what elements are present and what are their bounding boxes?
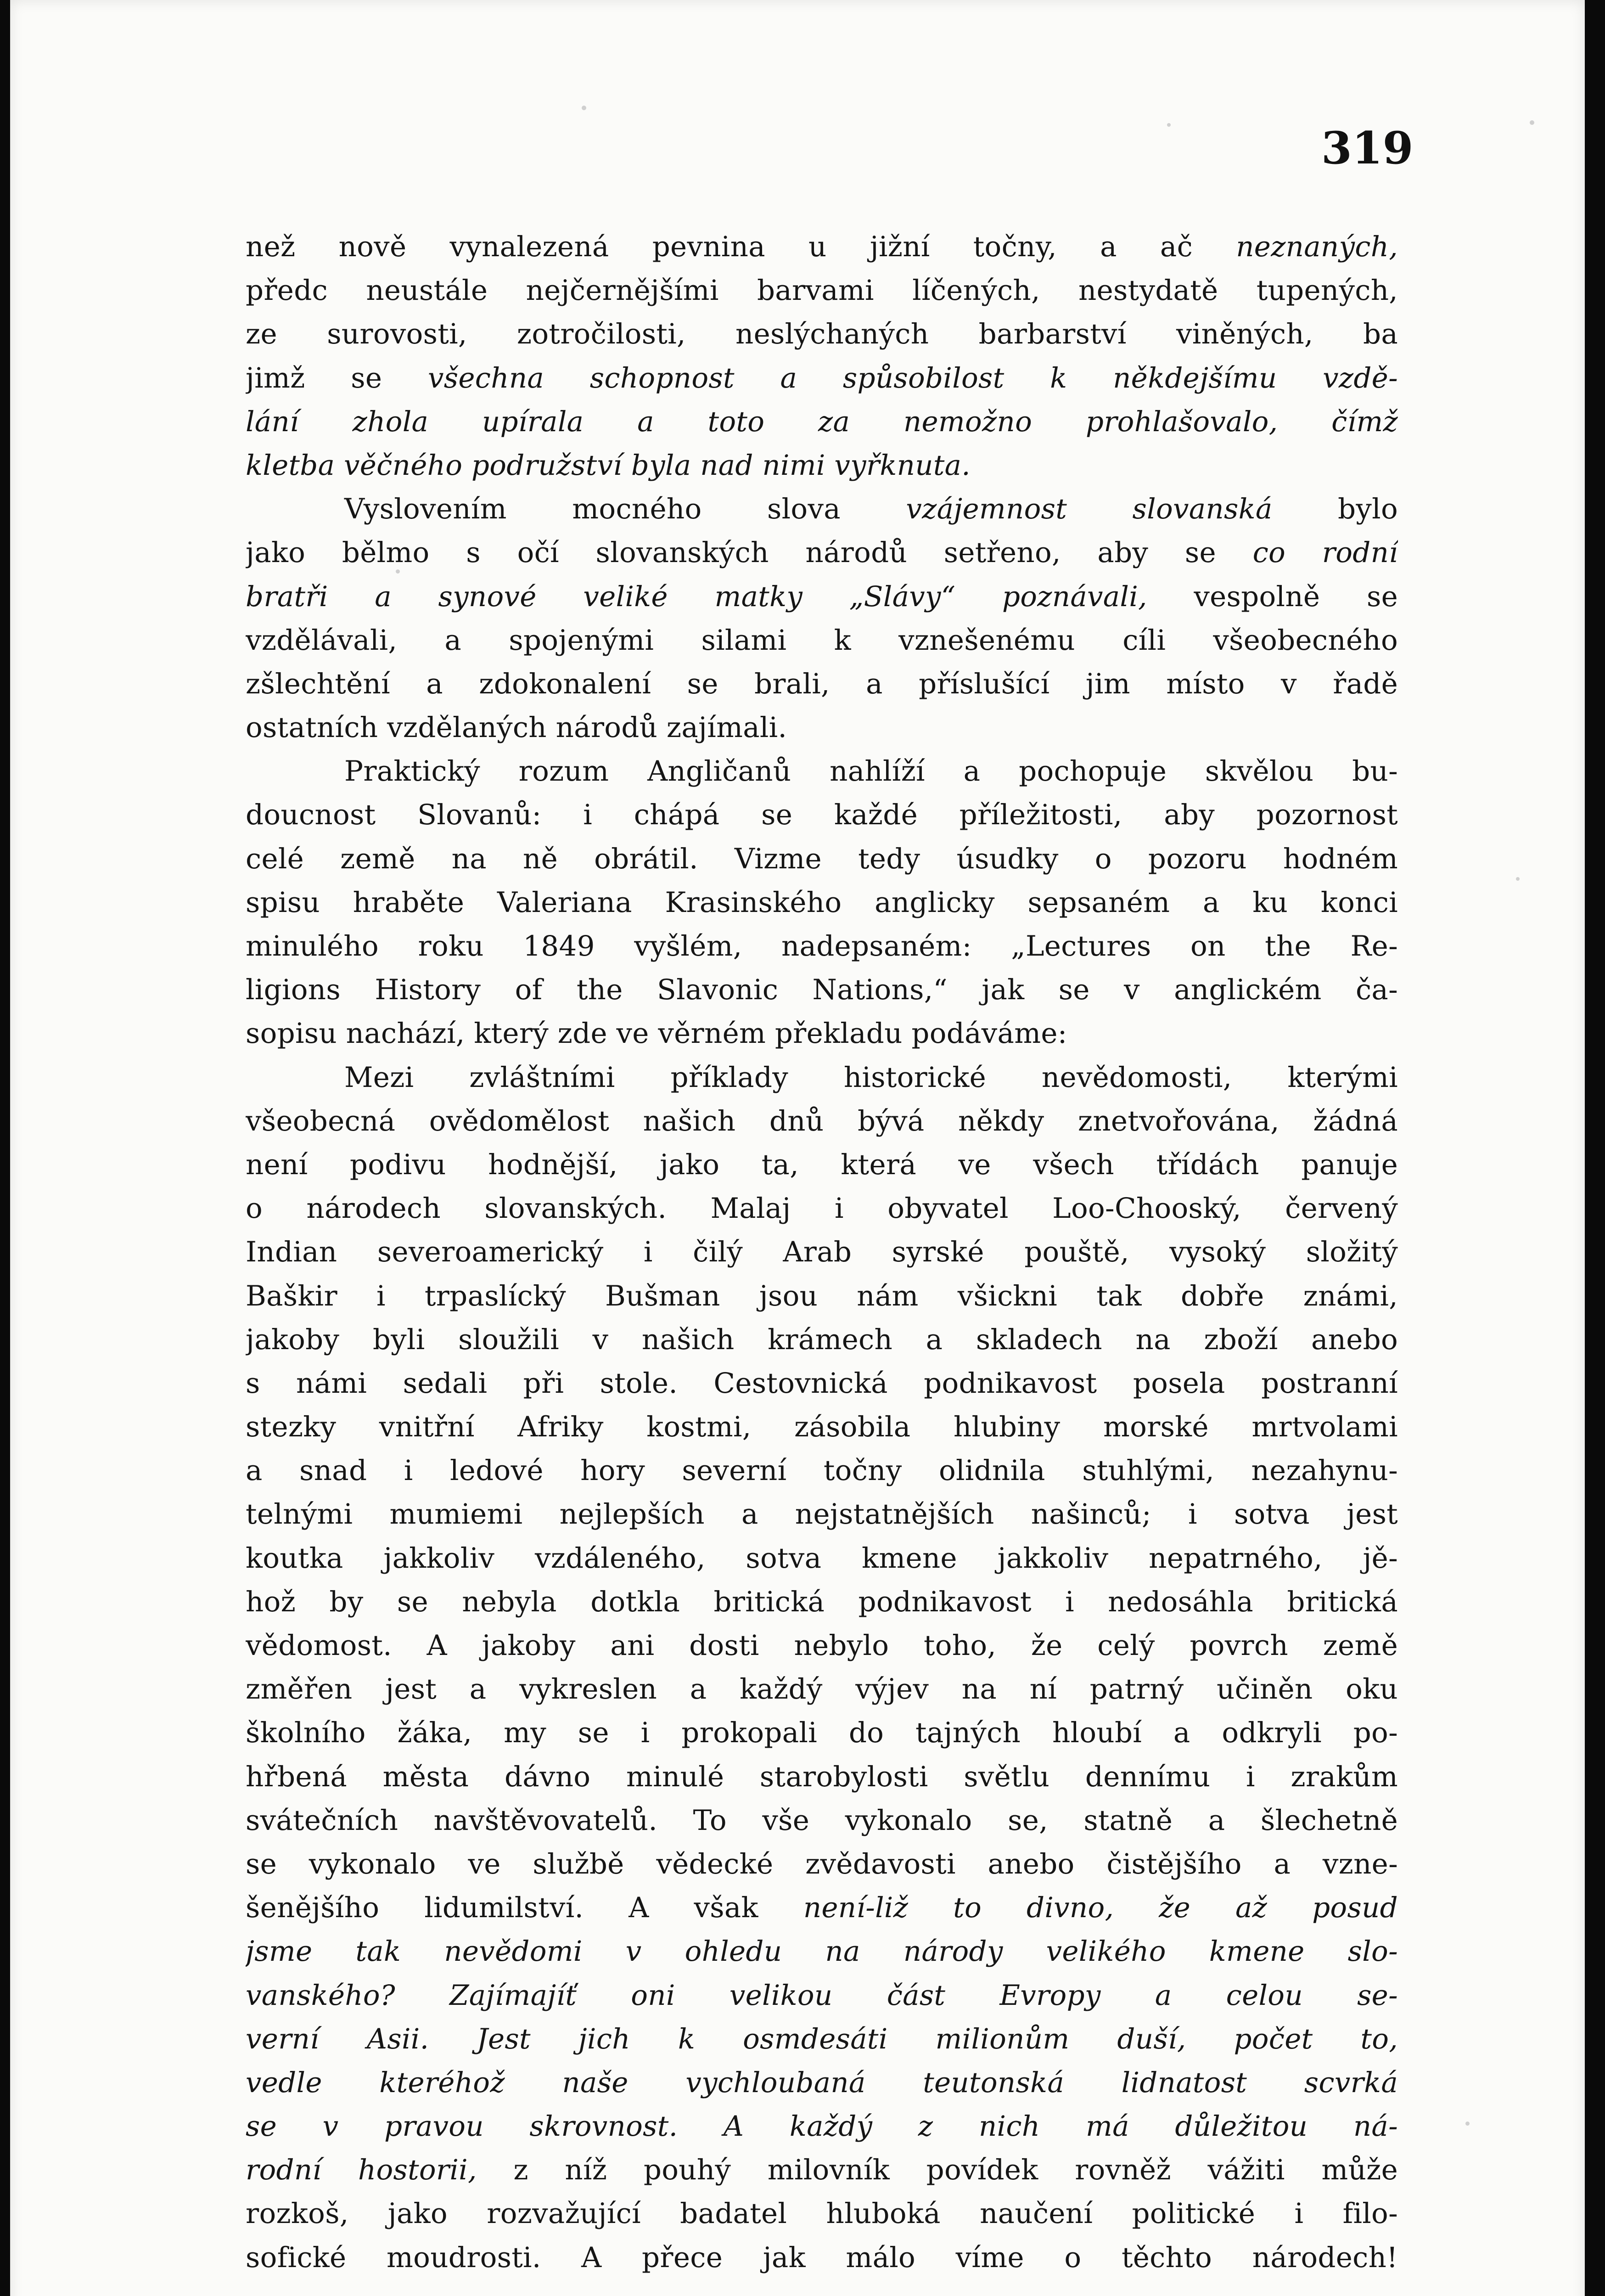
- text-line: [246, 312, 1398, 356]
- text-body: [246, 225, 1398, 2279]
- text-line: [246, 2148, 1398, 2192]
- page-number: 319: [1321, 122, 1414, 174]
- text-segment: než nově vynalezená pevnina u jižní točny, a ač: [246, 231, 1236, 263]
- text-segment: zšlechtění a zdokonalení se brali, a příslušící jim místo v řadě: [246, 667, 1398, 700]
- text-line: [246, 2061, 1398, 2105]
- text-segment: Praktický rozum Angličanů nahlíží a pochopuje skvělou bu-: [344, 755, 1398, 788]
- text-segment: hož by se nebyla dotkla britická podnikavost i nedosáhla britická: [246, 1585, 1398, 1618]
- text-line: [246, 1318, 1398, 1362]
- text-line: [246, 706, 1398, 749]
- text-line: [246, 1930, 1398, 1973]
- text-line: [246, 356, 1398, 400]
- text-segment: s námi sedali při stole. Cestovnická podnikavost posela postranní: [246, 1367, 1398, 1400]
- italic-text-segment: vanského? Zajímajíť oni velikou část Evropy a celou se-: [246, 1979, 1398, 2012]
- text-segment: Baškir i trpaslícký Bušman jsou nám všickni tak dobře známi,: [246, 1279, 1398, 1312]
- text-segment: se vykonalo ve službě vědecké zvědavosti anebo čistějšího a vzne-: [246, 1847, 1398, 1880]
- text-segment: šenějšího lidumilství. A však: [246, 1891, 803, 1925]
- text-segment: jakoby byli sloužili v našich krámech a skladech na zboží anebo: [246, 1323, 1398, 1356]
- text-line: [246, 749, 1398, 793]
- text-line: [246, 487, 1398, 531]
- text-line: [246, 1667, 1398, 1711]
- text-line: [246, 1012, 1398, 1055]
- text-line: [246, 1536, 1398, 1580]
- text-segment: z níž pouhý milovník povídek rovněž vážiti může: [477, 2154, 1398, 2187]
- text-line: [246, 1492, 1398, 1536]
- italic-text-segment: vedle kteréhož naše vychloubaná teutonská lidnatost scvrká: [246, 2066, 1398, 2099]
- text-line: [246, 924, 1398, 968]
- text-line: [246, 2192, 1398, 2235]
- italic-text-segment: lání zhola upírala a toto za nemožno prohlašovalo, čímž: [246, 405, 1398, 438]
- text-line: [246, 225, 1398, 269]
- text-line: [246, 662, 1398, 706]
- text-line: [246, 1274, 1398, 1318]
- text-line: [246, 619, 1398, 662]
- text-line: [246, 400, 1398, 444]
- text-line: [246, 1143, 1398, 1187]
- italic-text-segment: vzájemnost slovanská: [906, 493, 1273, 526]
- text-segment: předc neustále nejčernějšími barvami líčených, nestydatě tupených,: [246, 274, 1398, 307]
- italic-text-segment: rodní hostorii,: [246, 2154, 477, 2187]
- text-line: [246, 575, 1398, 619]
- text-line: [246, 1449, 1398, 1492]
- italic-text-segment: se v pravou skrovnost. A každý z nich má důležitou ná-: [246, 2110, 1398, 2143]
- italic-text-segment: verní Asii. Jest jich k osmdesáti milionům duší, počet to,: [246, 2022, 1398, 2055]
- text-line: [246, 1755, 1398, 1799]
- text-segment: doucnost Slovanů: i chápá se každé příležitosti, aby pozornost: [246, 799, 1398, 832]
- text-line: [246, 1230, 1398, 1274]
- text-line: [246, 1711, 1398, 1755]
- text-segment: rozkoš, jako rozvažující badatel hluboká naučení politické i filo-: [246, 2197, 1398, 2230]
- text-line: [246, 1362, 1398, 1405]
- italic-text-segment: není-liž to divno, že až posud: [803, 1891, 1398, 1925]
- text-line: [246, 1187, 1398, 1230]
- text-line: [246, 793, 1398, 837]
- scan-speck: [1465, 2122, 1470, 2126]
- text-line: [246, 1886, 1398, 1930]
- scan-speck: [1516, 877, 1520, 881]
- text-line: [246, 1056, 1398, 1099]
- text-segment: ostatních vzdělaných národů zajímali.: [246, 711, 787, 744]
- text-line: [246, 531, 1398, 574]
- text-segment: a snad i ledové hory severní točny olidnila stuhlými, nezahynu-: [246, 1454, 1398, 1487]
- text-line: [246, 444, 1398, 487]
- text-line: [246, 837, 1398, 881]
- text-segment: všeobecná ovědomělost našich dnů bývá někdy znetvořována, žádná: [246, 1104, 1398, 1137]
- text-line: [246, 1624, 1398, 1667]
- text-line: [246, 2236, 1398, 2279]
- text-line: [246, 1842, 1398, 1886]
- italic-text-segment: jsme tak nevědomi v ohledu na národy velikého kmene slo-: [246, 1935, 1398, 1968]
- text-line: [246, 968, 1398, 1012]
- text-segment: bylo: [1272, 493, 1398, 526]
- italic-text-segment: kletba věčného podružství byla nad nimi vyřknuta.: [246, 449, 971, 482]
- text-segment: telnými mumiemi nejlepších a nejstatnějších našinců; i sotva jest: [246, 1498, 1398, 1531]
- text-line: [246, 1405, 1398, 1449]
- text-segment: Indian severoamerický i čilý Arab syrské pouště, vysoký složitý: [246, 1236, 1398, 1269]
- scan-speck: [1530, 120, 1534, 125]
- scan-speck: [582, 106, 586, 110]
- text-segment: Mezi zvláštními příklady historické nevědomosti, kterými: [344, 1061, 1398, 1094]
- italic-text-segment: bratři a synové veliké matky „Slávy“ poznávali,: [246, 580, 1147, 613]
- text-segment: ze surovosti, zotročilosti, neslýchaných barbarství viněných, ba: [246, 318, 1398, 351]
- text-line: [246, 2017, 1398, 2061]
- text-segment: vědomost. A jakoby ani dosti nebylo toho, že celý povrch země: [246, 1629, 1398, 1662]
- text-segment: ligions History of the Slavonic Nations,“ jak se v anglickém ča-: [246, 974, 1398, 1007]
- text-segment: sopisu nachází, který zde ve věrném překladu podáváme:: [246, 1017, 1067, 1050]
- text-segment: minulého roku 1849 vyšlém, nadepsaném: „Lectures on the Re-: [246, 930, 1398, 962]
- italic-text-segment: neznaných,: [1236, 231, 1398, 263]
- text-line: [246, 1974, 1398, 2017]
- text-segment: o národech slovanských. Malaj i obyvatel Loo-Chooský, červený: [246, 1192, 1398, 1225]
- text-segment: vzdělávali, a spojenými silami k vznešenému cíli všeobecného: [246, 624, 1398, 657]
- text-line: [246, 269, 1398, 312]
- text-segment: sofické moudrosti. A přece jak málo víme o těchto národech!: [246, 2241, 1398, 2274]
- text-segment: spisu hraběte Valeriana Krasinského anglicky sepsaném a ku konci: [246, 886, 1398, 919]
- text-line: [246, 1580, 1398, 1624]
- text-segment: jako bělmo s očí slovanských národů setřeno, aby se: [246, 536, 1253, 569]
- text-line: [246, 1099, 1398, 1143]
- scan-speck: [1167, 123, 1171, 127]
- text-segment: změřen jest a vykreslen a každý výjev na ní patrný učiněn oku: [246, 1673, 1398, 1706]
- text-line: [246, 2105, 1398, 2148]
- text-segment: Vyslovením mocného slova: [344, 493, 906, 526]
- text-segment: hřbená města dávno minulé starobylosti světlu dennímu i zrakům: [246, 1760, 1398, 1793]
- text-segment: školního žáka, my se i prokopali do tajných hloubí a odkryli po-: [246, 1716, 1398, 1750]
- text-segment: není podivu hodnější, jako ta, která ve všech třídách panuje: [246, 1148, 1398, 1181]
- text-segment: stezky vnitřní Afriky kostmi, zásobila hlubiny morské mrtvolami: [246, 1411, 1398, 1444]
- italic-text-segment: co rodní: [1252, 536, 1398, 569]
- italic-text-segment: všechna schopnost a spůsobilost k někdejšímu vzdě-: [428, 361, 1398, 394]
- text-segment: koutka jakkoliv vzdáleného, sotva kmene jakkoliv nepatrného, jě-: [246, 1542, 1398, 1575]
- text-segment: celé země na ně obrátil. Vizme tedy úsudky o pozoru hodném: [246, 842, 1398, 875]
- text-line: [246, 881, 1398, 924]
- text-segment: svátečních navštěvovatelů. To vše vykonalo se, statně a šlechetně: [246, 1804, 1398, 1837]
- text-segment: vespolně se: [1147, 580, 1398, 613]
- text-segment: jimž se: [246, 361, 428, 394]
- text-line: [246, 1799, 1398, 1842]
